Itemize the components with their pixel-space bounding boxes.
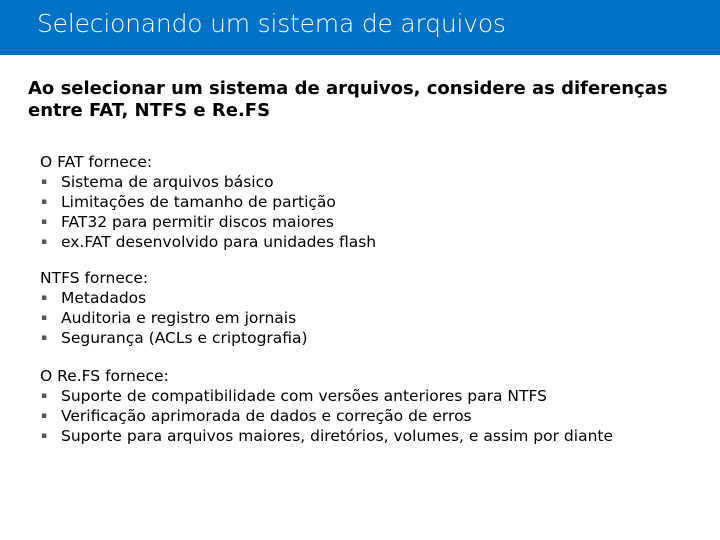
list-item <box>40 386 680 406</box>
refs-section <box>40 366 680 446</box>
refs-list <box>40 386 680 446</box>
list-item-text: Limitações de tamanho de partição <box>61 193 336 211</box>
bullet-icon: ▪ <box>41 391 48 401</box>
bullet-icon: ▪ <box>41 237 48 247</box>
ntfs-list <box>40 288 680 348</box>
list-item <box>40 232 680 252</box>
list-item-text: Metadados <box>61 289 147 307</box>
ntfs-section <box>40 268 680 348</box>
list-item <box>40 288 680 308</box>
refs-heading: O Re.FS fornece: <box>40 367 169 385</box>
title-bar <box>0 0 720 55</box>
fat-list <box>40 172 680 252</box>
list-item <box>40 406 680 426</box>
bullet-icon: ▪ <box>41 197 48 207</box>
list-item-text: Suporte de compatibilidade com versões anteriores para NTFS <box>61 387 547 405</box>
list-item-text: Segurança (ACLs e criptografia) <box>61 329 308 347</box>
list-item <box>40 426 680 446</box>
list-item-text: FAT32 para permitir discos maiores <box>61 213 334 231</box>
bullet-icon: ▪ <box>41 313 48 323</box>
bullet-icon: ▪ <box>41 431 48 441</box>
list-item-text: Sistema de arquivos básico <box>61 173 274 191</box>
bullet-icon: ▪ <box>41 293 48 303</box>
list-item-text: Verificação aprimorada de dados e correção de erros <box>61 407 472 425</box>
list-item-text: ex.FAT desenvolvido para unidades flash <box>61 233 377 251</box>
list-item-text: Auditoria e registro em jornais <box>61 309 297 327</box>
bullet-icon: ▪ <box>41 411 48 421</box>
list-item <box>40 212 680 232</box>
slide-subtitle: Ao selecionar um sistema de arquivos, considere as diferenças entre FAT, NTFS e Re.FS <box>28 78 668 121</box>
ntfs-heading: NTFS fornece: <box>40 269 149 287</box>
list-item <box>40 192 680 212</box>
list-item <box>40 308 680 328</box>
fat-heading: O FAT fornece: <box>40 153 153 171</box>
fat-section <box>40 152 680 252</box>
list-item-text: Suporte para arquivos maiores, diretórios, volumes, e assim por diante <box>61 427 614 445</box>
bullet-icon: ▪ <box>41 217 48 227</box>
list-item <box>40 328 680 348</box>
bullet-icon: ▪ <box>41 177 48 187</box>
bullet-icon: ▪ <box>41 333 48 343</box>
slide-title: Selecionando um sistema de arquivos <box>37 9 506 38</box>
list-item <box>40 172 680 192</box>
